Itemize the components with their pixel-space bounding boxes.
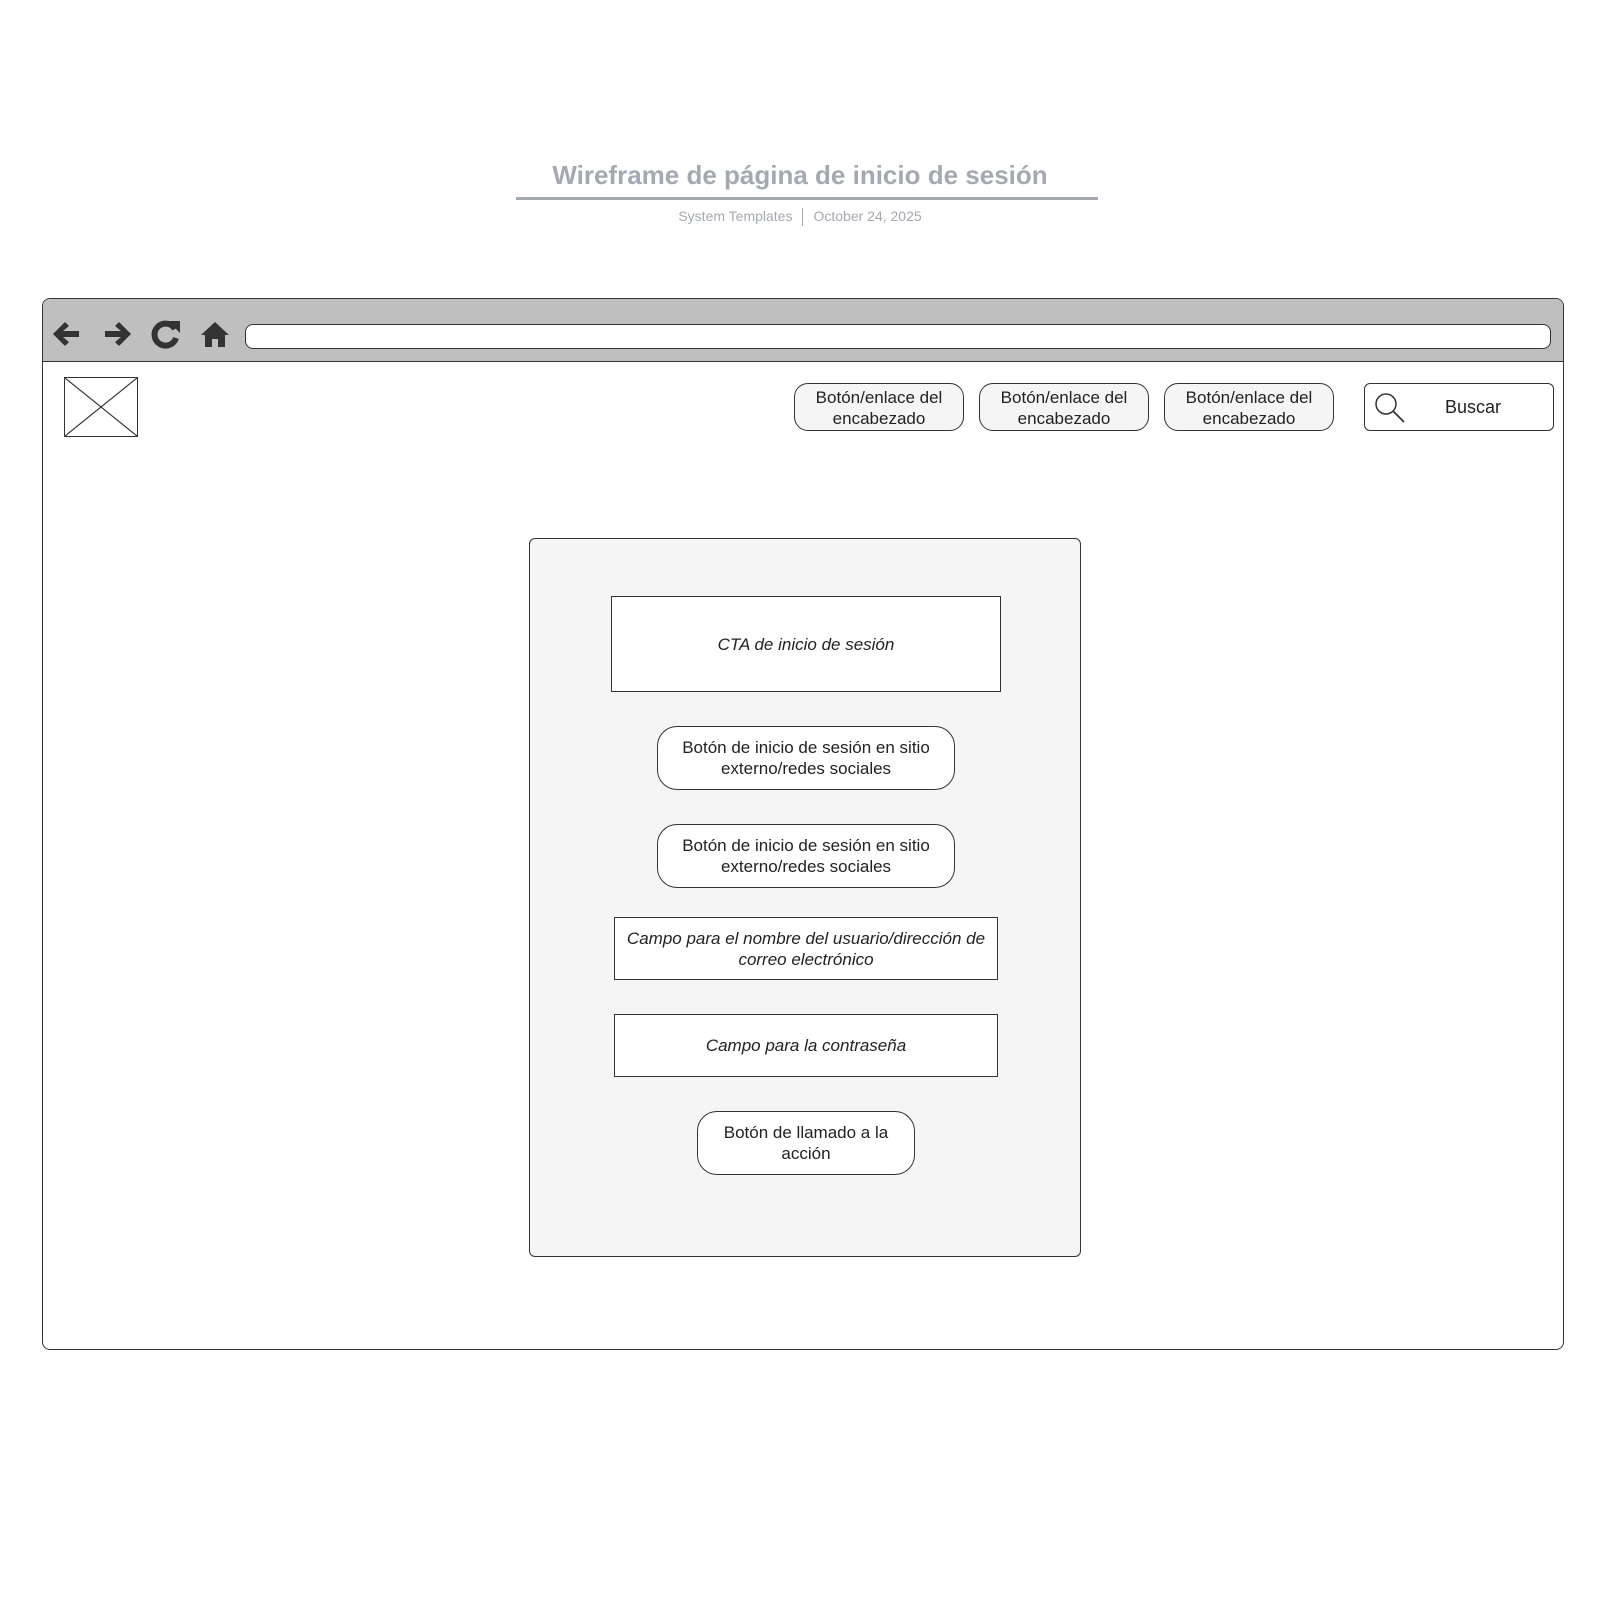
username-email-field[interactable]: Campo para el nombre del usuario/dirección de correo electrónico	[614, 917, 998, 980]
title-underline	[516, 197, 1098, 200]
logo-placeholder-icon	[64, 377, 138, 437]
reload-icon[interactable]	[149, 317, 183, 351]
login-cta-heading: CTA de inicio de sesión	[611, 596, 1001, 692]
search-icon	[1373, 391, 1407, 425]
header-link-3[interactable]: Botón/enlace del encabezado	[1164, 383, 1334, 431]
social-login-button-2[interactable]: Botón de inicio de sesión en sitio externo/redes sociales	[657, 824, 955, 888]
back-arrow-icon[interactable]	[49, 317, 83, 351]
home-icon[interactable]	[198, 317, 232, 351]
date-label: October 24, 2025	[813, 208, 922, 224]
header-link-1[interactable]: Botón/enlace del encabezado	[794, 383, 964, 431]
search-box[interactable]	[1364, 383, 1554, 431]
author-label: System Templates	[678, 208, 793, 224]
url-bar[interactable]	[245, 324, 1551, 349]
social-login-button-1[interactable]: Botón de inicio de sesión en sitio externo/redes sociales	[657, 726, 955, 790]
forward-arrow-icon[interactable]	[101, 317, 135, 351]
meta-divider	[802, 208, 803, 226]
browser-toolbar	[43, 299, 1563, 362]
browser-window	[42, 298, 1564, 1350]
header-link-2[interactable]: Botón/enlace del encabezado	[979, 383, 1149, 431]
search-label: Buscar	[1445, 397, 1502, 417]
page-title: Wireframe de página de inicio de sesión	[552, 160, 1048, 190]
cta-button[interactable]: Botón de llamado a la acción	[697, 1111, 915, 1175]
login-panel	[529, 538, 1081, 1257]
password-field[interactable]: Campo para la contraseña	[614, 1014, 998, 1077]
page-meta	[0, 208, 1600, 226]
